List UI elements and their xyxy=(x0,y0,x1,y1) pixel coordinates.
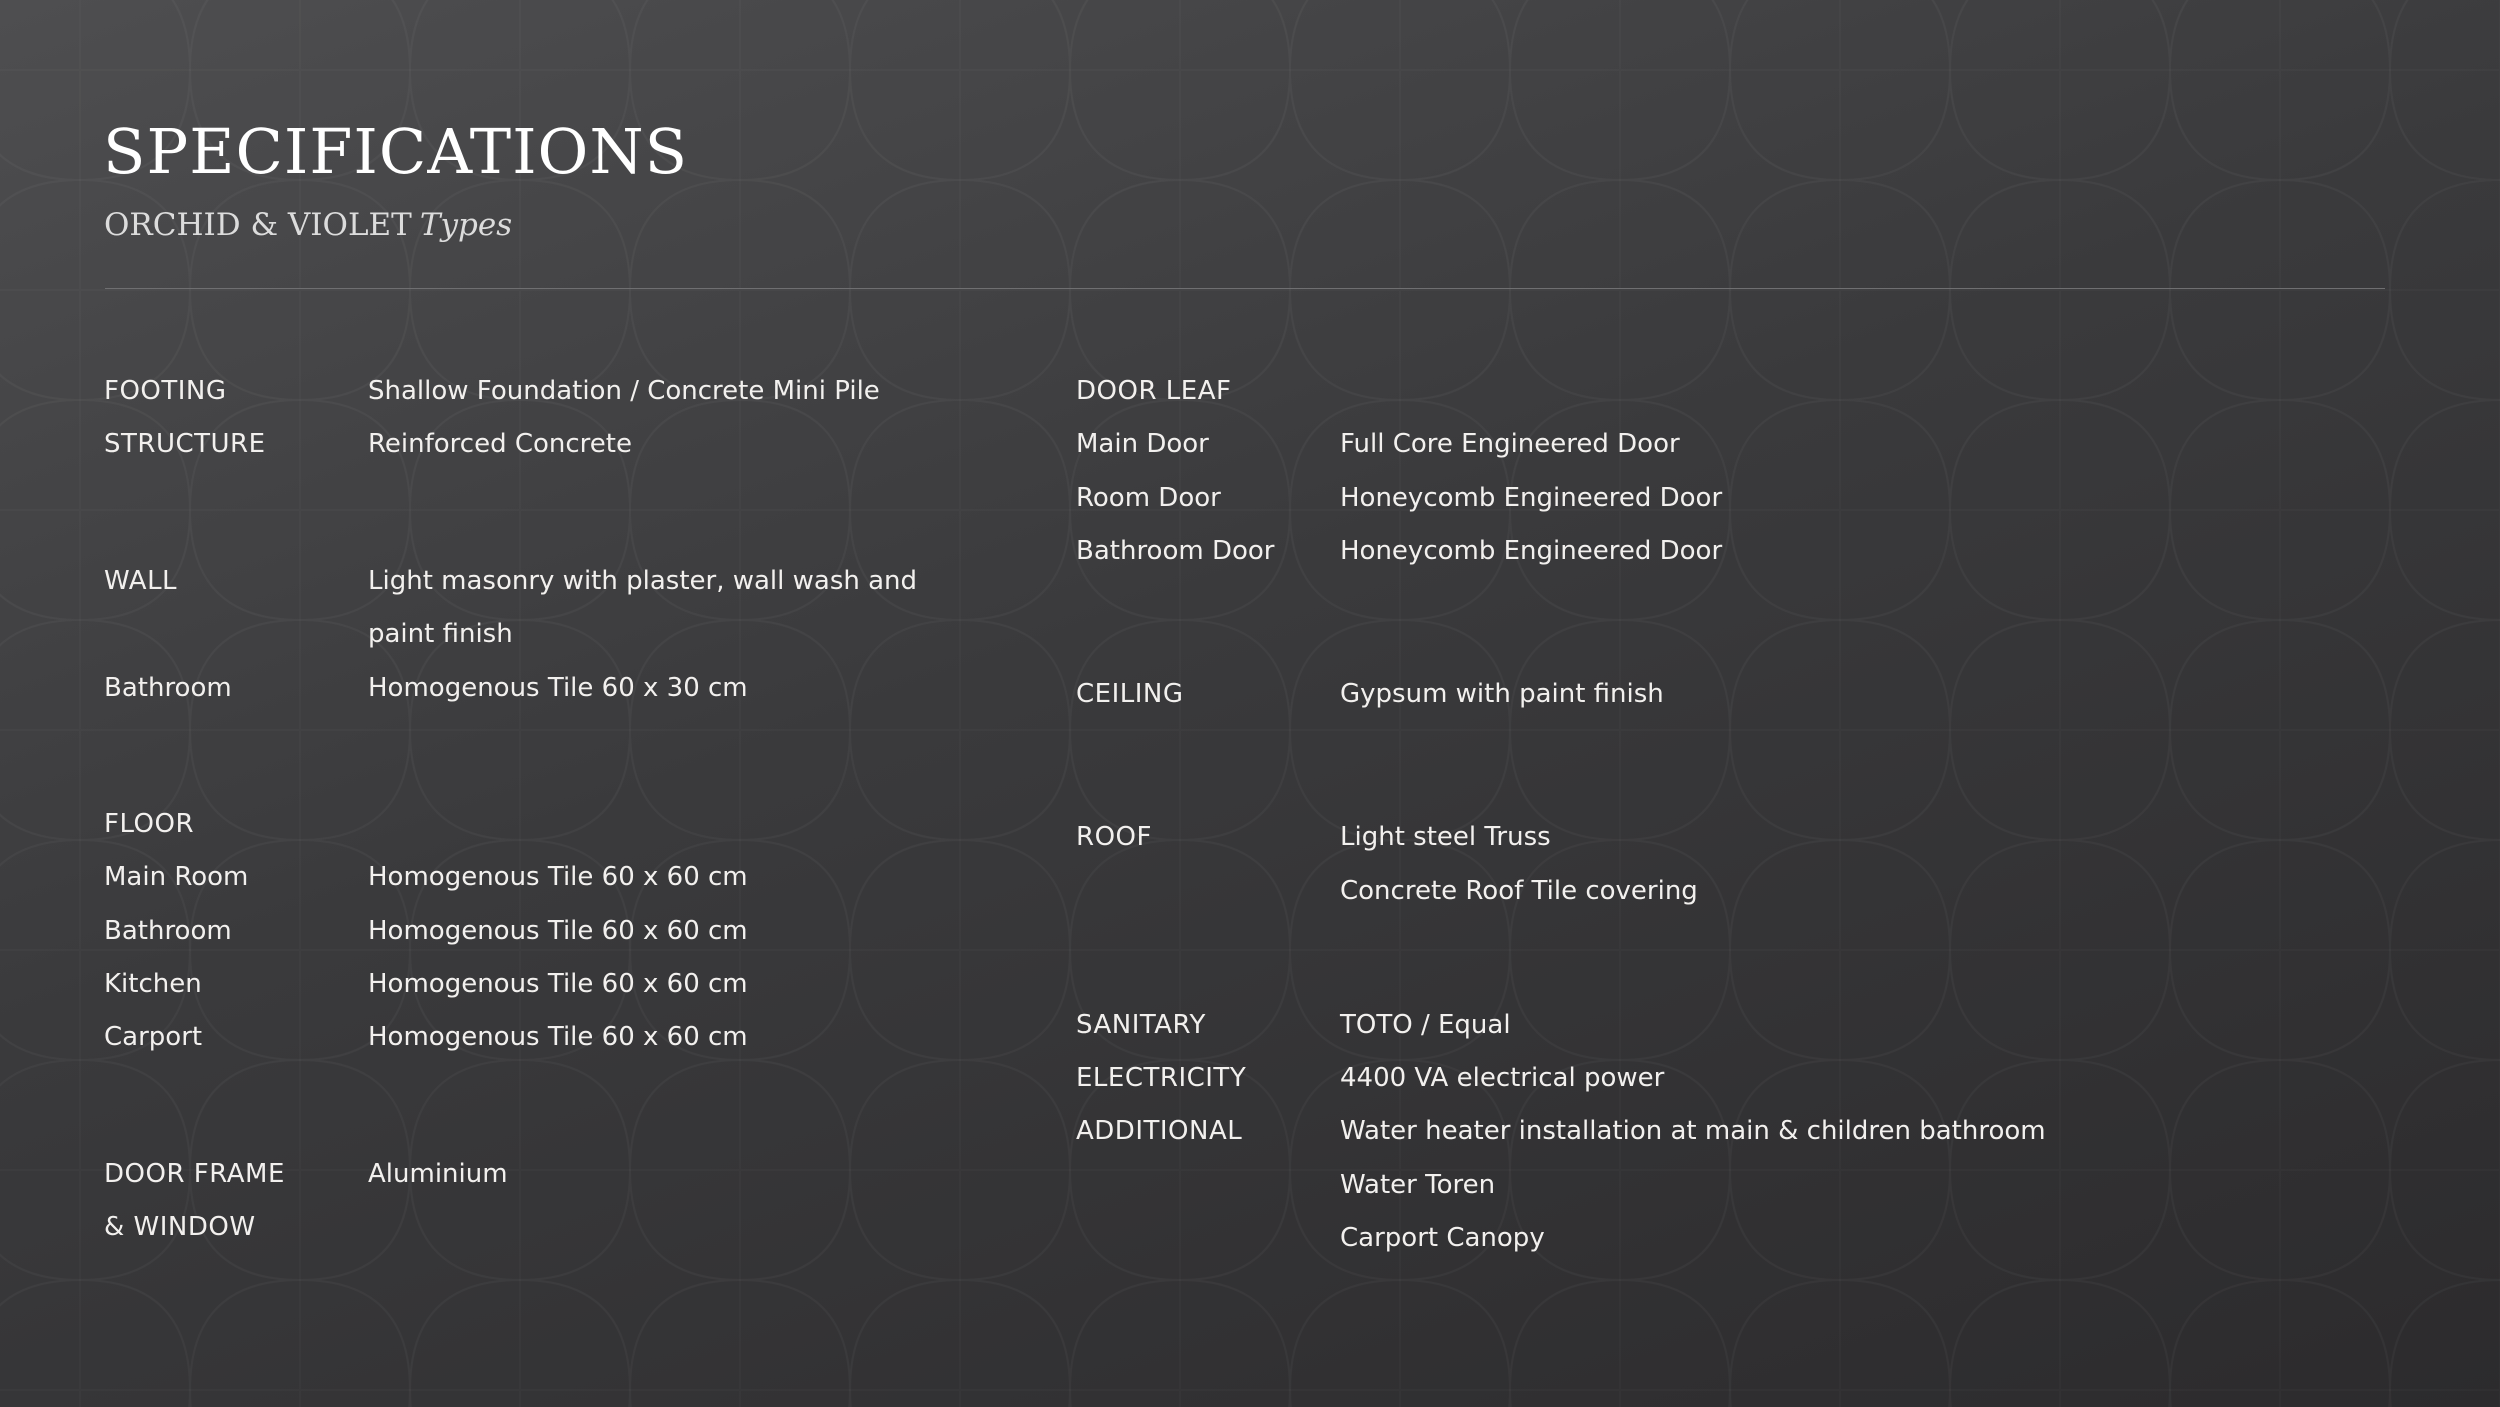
spec-label: Bathroom xyxy=(104,916,232,946)
spec-value: Gypsum with paint finish xyxy=(1340,679,1664,709)
header-divider xyxy=(105,288,2385,289)
spec-value: 4400 VA electrical power xyxy=(1340,1063,1665,1093)
spec-value: Homogenous Tile 60 x 60 cm xyxy=(368,862,748,892)
subtitle-italic: Types xyxy=(419,207,513,243)
spec-label: Carport xyxy=(104,1022,203,1052)
spec-value: Reinforced Concrete xyxy=(368,429,632,459)
spec-value: TOTO / Equal xyxy=(1340,1010,1511,1040)
spec-value: Homogenous Tile 60 x 30 cm xyxy=(368,673,748,703)
spec-label: ROOF xyxy=(1076,822,1152,852)
spec-label: STRUCTURE xyxy=(104,429,266,459)
spec-value: Carport Canopy xyxy=(1340,1223,1545,1253)
page-subtitle xyxy=(104,203,512,247)
spec-value: Honeycomb Engineered Door xyxy=(1340,536,1723,566)
spec-value: Honeycomb Engineered Door xyxy=(1340,483,1723,513)
spec-label: CEILING xyxy=(1076,679,1184,709)
spec-label: DOOR FRAME xyxy=(104,1159,285,1189)
spec-value: Homogenous Tile 60 x 60 cm xyxy=(368,969,748,999)
spec-value: paint finish xyxy=(368,619,513,649)
spec-value: Light steel Truss xyxy=(1340,822,1551,852)
spec-value: Full Core Engineered Door xyxy=(1340,429,1680,459)
spec-label: & WINDOW xyxy=(104,1212,256,1242)
spec-value: Water Toren xyxy=(1340,1170,1496,1200)
spec-label: ELECTRICITY xyxy=(1076,1063,1247,1093)
spec-value: Aluminium xyxy=(368,1159,508,1189)
spec-value: Shallow Foundation / Concrete Mini Pile xyxy=(368,376,880,406)
spec-label: DOOR LEAF xyxy=(1076,376,1232,406)
spec-label: Main Door xyxy=(1076,429,1209,459)
subtitle-types: ORCHID & VIOLET xyxy=(104,207,412,243)
spec-label: SANITARY xyxy=(1076,1010,1206,1040)
spec-label: Kitchen xyxy=(104,969,202,999)
spec-label: Room Door xyxy=(1076,483,1221,513)
spec-value: Concrete Roof Tile covering xyxy=(1340,876,1698,906)
spec-value: Homogenous Tile 60 x 60 cm xyxy=(368,1022,748,1052)
spec-value: Water heater installation at main & children bathroom xyxy=(1340,1116,2046,1146)
spec-label: FOOTING xyxy=(104,376,227,406)
spec-label: Main Room xyxy=(104,862,249,892)
spec-label: Bathroom Door xyxy=(1076,536,1275,566)
spec-label: FLOOR xyxy=(104,809,195,839)
spec-value: Homogenous Tile 60 x 60 cm xyxy=(368,916,748,946)
spec-label: WALL xyxy=(104,566,178,596)
spec-value: Light masonry with plaster, wall wash and xyxy=(368,566,918,596)
page-title: SPECIFICATIONS xyxy=(103,115,689,188)
spec-label: ADDITIONAL xyxy=(1076,1116,1243,1146)
spec-label: Bathroom xyxy=(104,673,232,703)
